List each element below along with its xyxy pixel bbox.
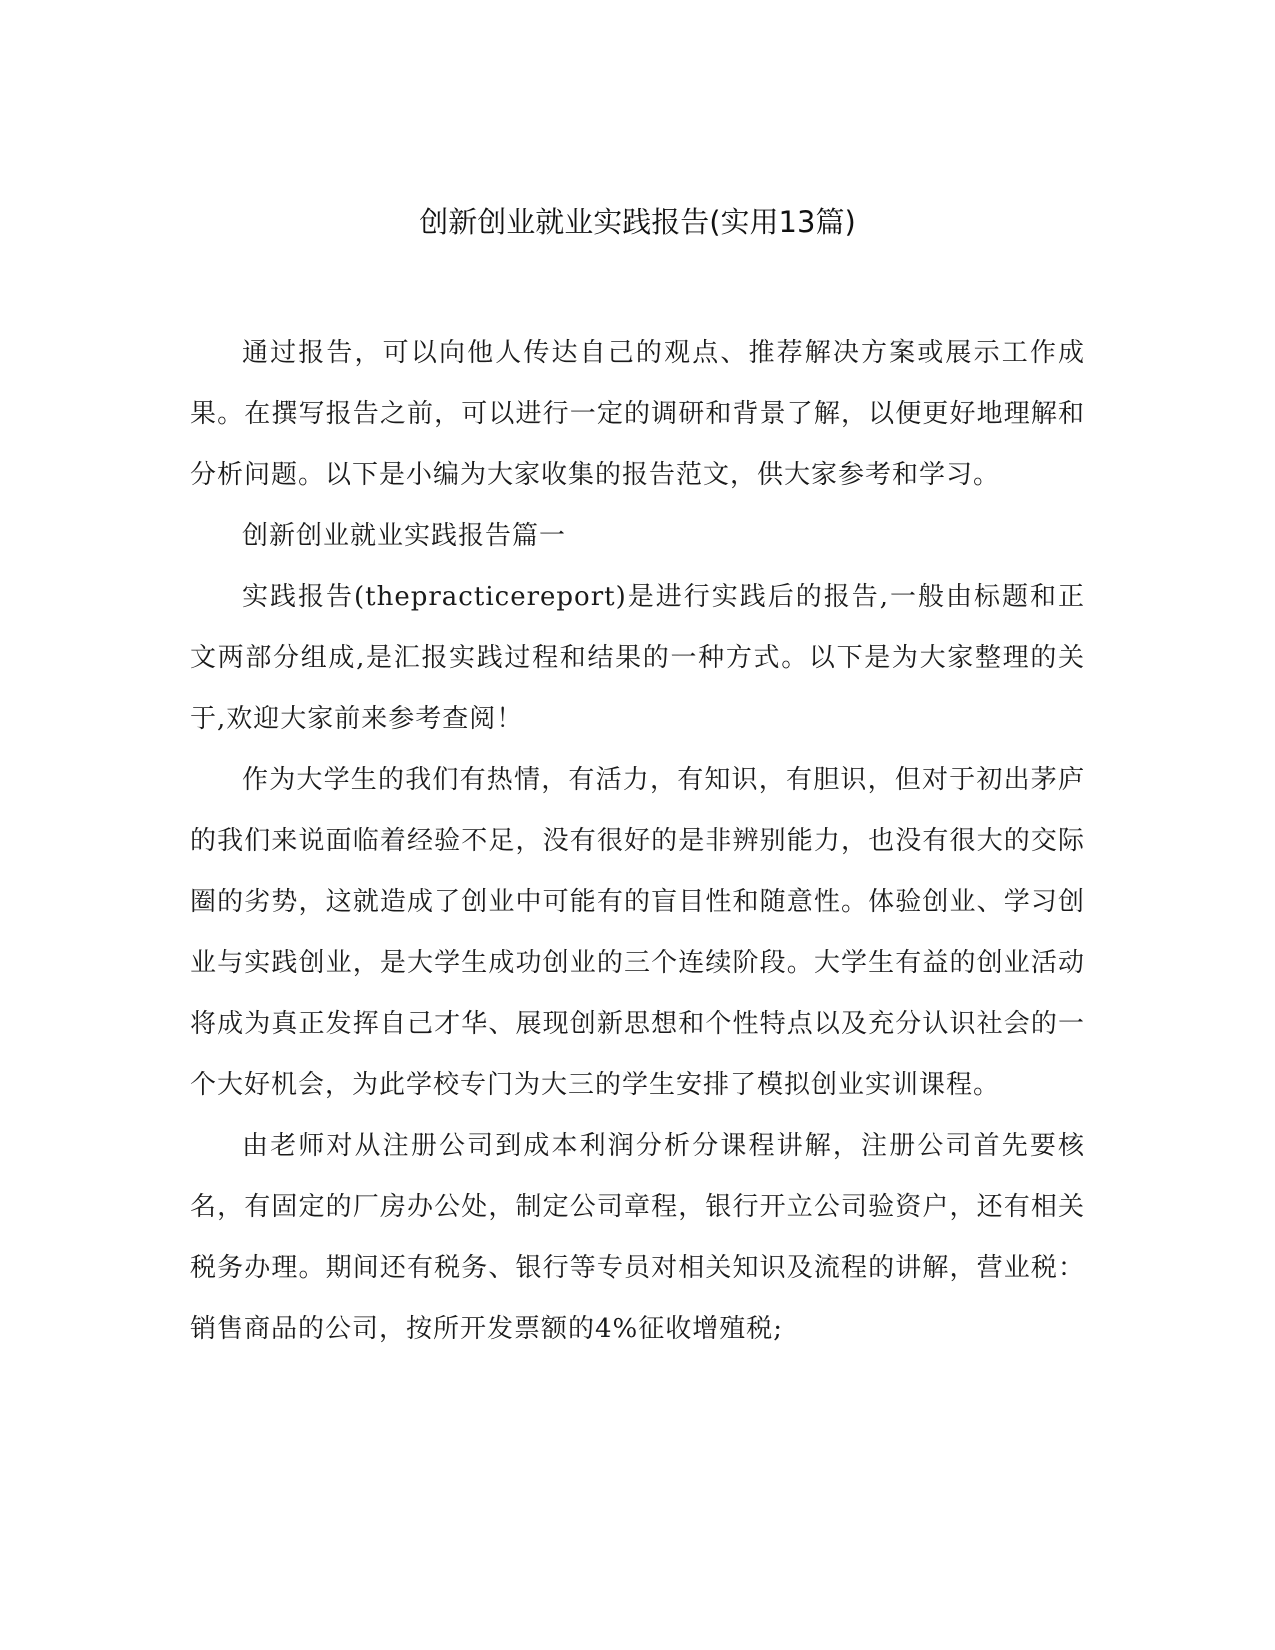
document-body — [190, 323, 1085, 1360]
definition-paragraph: 实践报告(thepracticereport)是进行实践后的报告,一般由标题和正文两部分组成,是汇报实践过程和结果的一种方式。以下是为大家整理的关于,欢迎大家前来参考查阅！ — [190, 582, 1085, 734]
body-paragraph: 由老师对从注册公司到成本利润分析分课程讲解，注册公司首先要核名，有固定的厂房办公处，制定公司章程，银行开立公司验资户，还有相关税务办理。期间还有税务、银行等专员对相关知识及流程的讲解，营业税：销售商品的公司，按所开发票额的4%征收增殖税; — [190, 1131, 1085, 1344]
section-heading: 创新创业就业实践报告篇一 — [242, 521, 567, 551]
body-paragraph: 作为大学生的我们有热情，有活力，有知识，有胆识，但对于初出茅庐的我们来说面临着经验不足，没有很好的是非辨别能力，也没有很大的交际圈的劣势，这就造成了创业中可能有的盲目性和随意性。体验创业、学习创业与实践创业，是大学生成功创业的三个连续阶段。大学生有益的创业活动将成为真正发挥自己才华、展现创新思想和个性特点以及充分认识社会的一个大好机会，为此学校专门为大三的学生安排了模拟创业实训课程。 — [190, 765, 1085, 1100]
intro-paragraph: 通过报告，可以向他人传达自己的观点、推荐解决方案或展示工作成果。在撰写报告之前，可以进行一定的调研和背景了解，以便更好地理解和分析问题。以下是小编为大家收集的报告范文，供大家参考和学习。 — [190, 338, 1085, 490]
document-title: 创新创业就业实践报告(实用13篇) — [419, 205, 856, 239]
